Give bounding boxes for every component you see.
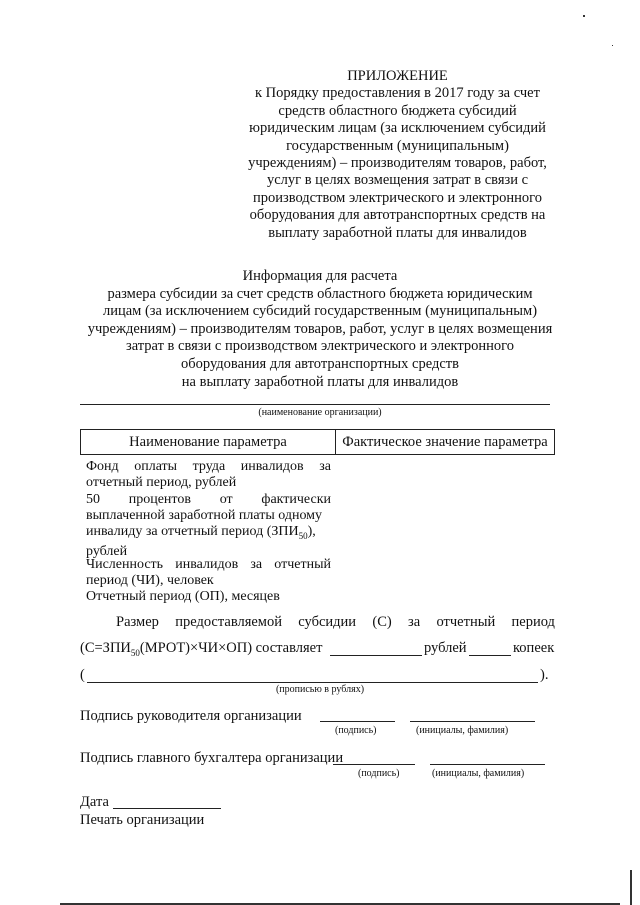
stamp-label: Печать организации: [80, 812, 205, 828]
formula-word: за: [408, 614, 421, 630]
scan-right-edge: [630, 870, 632, 905]
param-text: ),: [307, 524, 316, 540]
close-paren: ).: [540, 667, 549, 683]
param-count: [86, 557, 331, 589]
param-word: фактически: [261, 492, 331, 507]
formula-line-2: [80, 640, 322, 662]
date-label: Дата: [80, 794, 109, 810]
param-text: инвалиду за отчетный период (ЗПИ: [86, 524, 299, 540]
formula-text: (С=ЗПИ: [80, 640, 131, 656]
param-word: процентов: [128, 492, 191, 507]
accountant-signature-field[interactable]: [333, 764, 415, 765]
formula-word: Размер: [116, 614, 159, 630]
formula-word: предоставляемой: [175, 614, 282, 630]
param-period: [86, 589, 331, 605]
subscript: 50: [298, 531, 308, 542]
subscript: 50: [130, 647, 140, 658]
appendix-line: оборудования для автотранспортных средств на: [249, 207, 546, 224]
accountant-name-field[interactable]: [430, 764, 545, 765]
info-line: размера субсидии за счет средств областного бюджета юридическим: [107, 285, 533, 302]
param-word: за: [319, 459, 331, 474]
formula-line-1: [116, 614, 555, 631]
info-title: Информация для расчета: [242, 268, 398, 284]
param-table-header: [80, 429, 555, 455]
param-line: выплаченной заработной платы одному: [86, 508, 323, 524]
param-zpi50: [86, 492, 331, 561]
param-line: период (ЧИ), человек: [86, 573, 214, 589]
accountant-sign-caption: (подпись): [358, 768, 400, 779]
info-line: оборудования для автотранспортных средств: [181, 355, 459, 372]
param-word: 50: [86, 492, 100, 507]
param-line: отчетный период, рублей: [86, 475, 237, 491]
formula-word: субсидии: [298, 614, 357, 630]
appendix-line: к Порядку предоставления в 2017 году за счет: [255, 85, 540, 102]
param-word: от: [219, 492, 233, 507]
kopecks-field[interactable]: [469, 655, 511, 656]
param-word: Численность: [86, 557, 164, 572]
formula-text: (МРОТ)×ЧИ×ОП) составляет: [139, 640, 323, 656]
appendix-line: юридическим лицам (за исключением субсидий: [249, 120, 546, 137]
appendix-line: выплату заработной платы для инвалидов: [268, 224, 527, 241]
formula-word: период: [511, 614, 555, 630]
info-line: затрат в связи с производством электрического и электронного: [125, 338, 515, 355]
info-line: учреждениям) – производителям товаров, работ, услуг в целях возмещения: [87, 320, 553, 337]
param-word: Фонд: [86, 459, 119, 474]
head-sign-caption: (подпись): [335, 725, 377, 736]
appendix-line: учреждениям) – производителям товаров, работ,: [248, 154, 547, 171]
head-name-field[interactable]: [410, 721, 535, 722]
formula-word: отчетный: [436, 614, 496, 630]
param-line: Отчетный период (ОП), месяцев: [86, 589, 280, 604]
scan-speck: [612, 45, 613, 46]
accountant-signature-label: Подпись главного бухгалтера организации: [80, 750, 344, 766]
date-field[interactable]: [113, 808, 221, 809]
kopecks-label: копеек: [513, 640, 555, 656]
appendix-line: производством электрического и электронного: [252, 189, 543, 206]
amount-in-words-caption: (прописью в рублях): [275, 684, 365, 695]
head-signature-field[interactable]: [320, 721, 395, 722]
param-line: [86, 524, 331, 544]
info-line: на выплату заработной платы для инвалидов: [181, 373, 459, 390]
accountant-name-caption: (инициалы, фамилия): [432, 768, 525, 779]
rubles-field[interactable]: [330, 655, 422, 656]
param-word: труда: [192, 459, 226, 474]
col-param-name: Наименование параметра: [81, 430, 336, 454]
formula-word: (С): [372, 614, 392, 630]
param-word: инвалидов: [175, 557, 239, 572]
org-name-field[interactable]: [80, 404, 550, 405]
appendix-line: услуг в целях возмещения затрат в связи с: [266, 172, 529, 189]
param-word: отчетный: [274, 557, 331, 572]
head-signature-label: Подпись руководителя организации: [80, 708, 302, 724]
appendix-title: ПРИЛОЖЕНИЕ: [347, 68, 448, 84]
head-name-caption: (инициалы, фамилия): [416, 725, 509, 736]
info-line: лицам (за исключением субсидий государственным (муниципальным): [102, 303, 538, 320]
rubles-label: рублей: [424, 640, 467, 656]
amount-in-words-field[interactable]: [87, 682, 538, 683]
org-name-caption: (наименование организации): [258, 407, 382, 418]
info-block: [60, 268, 580, 391]
param-fund: [86, 459, 331, 491]
col-param-value: Фактическое значение параметра: [342, 434, 548, 450]
param-line: рублей: [86, 544, 128, 560]
param-word: оплаты: [134, 459, 178, 474]
open-paren: (: [80, 667, 85, 683]
param-word: инвалидов: [240, 459, 304, 474]
scan-speck: [583, 15, 585, 17]
appendix-line: средств областного бюджета субсидий: [278, 102, 517, 119]
appendix-line: государственным (муниципальным): [286, 137, 509, 154]
appendix-block: [225, 68, 570, 242]
param-word: за: [250, 557, 263, 572]
